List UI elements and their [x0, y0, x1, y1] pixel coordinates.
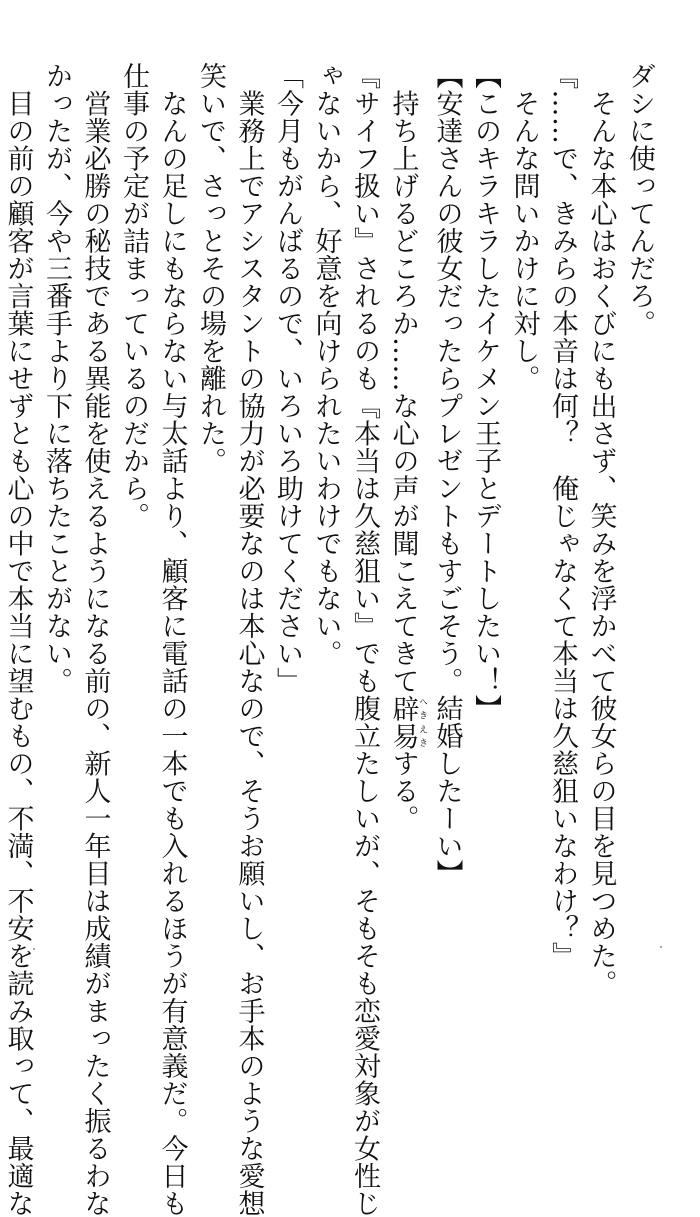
text-line: 【このキラキラしたイケメン王子とデートしたい！】 [470, 62, 501, 722]
text-line-tail: する。 [387, 749, 419, 832]
page-edge-mark [660, 946, 662, 948]
ruby-base: 辟易 [387, 694, 419, 750]
text-line: なんの足しにもならない与太話より、顧客に電話の一本でも入れるほうが有意義だ。今日も [156, 62, 188, 1217]
text-line: 【安達さんの彼女だったらプレゼントもすごそう。結婚したーい】 [431, 62, 463, 887]
ruby-word [387, 694, 427, 750]
text-line-segment: 持ち上げるどころか……な心の声が聞こえてきて [387, 62, 419, 695]
text-line: 業務上でアシスタントの協力が必要なのは本心なので、そうお願いし、お手本のような愛想 [233, 62, 265, 1217]
text-line: 笑いで、さっとその場を離れた。 [195, 62, 226, 475]
text-line: そんな本心はおくびにも出さず、笑みを浮かべて彼女らの目を見つめた。 [585, 62, 617, 997]
text-line: 『……で、きみらの本音は何？ 俺じゃなくて本当は久慈狙いなわけ？』 [547, 62, 578, 970]
ruby-reading: へきえき [417, 694, 427, 750]
text-line: そんな問いかけに対し。 [508, 62, 540, 392]
text-line: ダシに使ってんだろ。 [624, 62, 655, 337]
text-line-with-ruby [383, 62, 427, 962]
text-line: 営業必勝の秘技である異能を使えるようになる前の、新人一年目は成績がまったく振るわな [79, 62, 111, 1217]
text-line: 「今月もがんばるので、いろいろ助けてください」 [272, 62, 303, 695]
text-line: 目の前の顧客が言葉にせずとも心の中で本当に望むもの、不満、不安を読み取って、最適な [2, 62, 34, 1217]
text-line: 『サイフ扱い』されるのも『本当は久慈狙い』でも腹立たしいが、そもそも恋愛対象が女性じ [349, 62, 380, 1217]
text-line: かったが、今や三番手より下に落ちたことがない。 [41, 62, 72, 695]
text-line: 仕事の予定が詰まっているのだから。 [118, 62, 149, 530]
text-line: ゃないから、好意を向けられたいわけでもない。 [310, 62, 342, 667]
vertical-text-column [0, 62, 658, 1217]
